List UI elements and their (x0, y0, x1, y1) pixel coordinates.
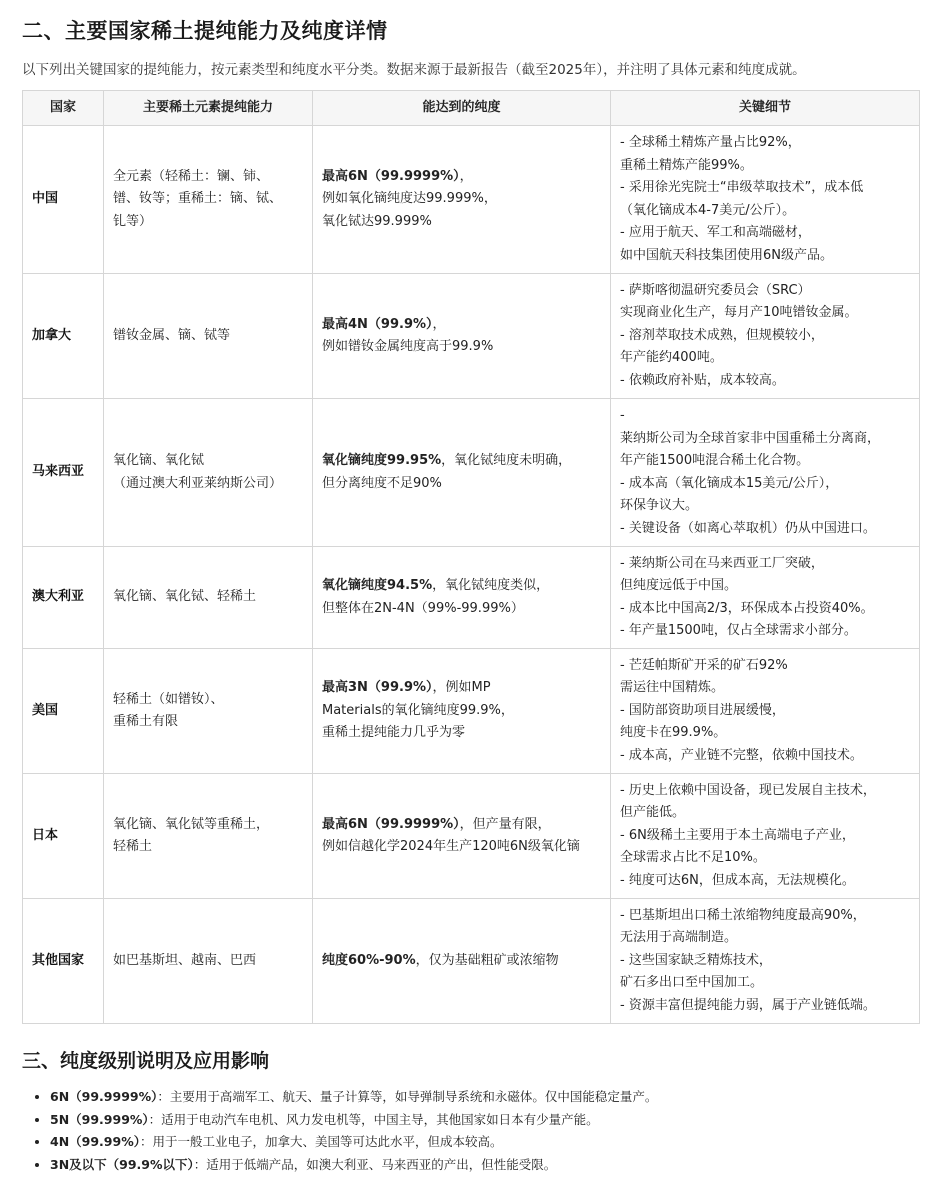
purity-level-description: ：主要用于高端军工、航天、量子计算等，如导弹制导系统和永磁体。仅中国能稳定量产。 (157, 1089, 658, 1104)
details-line: 实现商业化生产，每月产10吨镨钕金属。 (620, 305, 858, 321)
section3 (22, 1046, 920, 1176)
elements-cell (104, 774, 313, 899)
list-item (50, 1131, 920, 1154)
purity-cell (313, 399, 611, 547)
country-cell: 澳大利亚 (23, 547, 104, 649)
purity-cell (313, 547, 611, 649)
details-line: - 年产量1500吨，仅占全球需求小部分。 (620, 623, 857, 638)
purity-cell (313, 774, 611, 899)
details-line: - 成本高，产业链不完整，依赖中国技术。 (620, 747, 863, 763)
details-line: - 6N级稀土主要用于本土高端电子产业， (620, 827, 855, 843)
details-cell (611, 547, 920, 649)
purity-level-label: 6N（99.9999%） (50, 1089, 158, 1104)
purity-highlight: 最高3N（99.9%） (322, 680, 433, 696)
purity-line: 但整体在2N-4N（99%-99.99%） (322, 600, 524, 616)
elements-line: （通过澳大利亚莱纳斯公司） (113, 475, 283, 491)
details-line: 无法用于高端制造。 (620, 930, 738, 946)
country-cell: 马来西亚 (23, 399, 104, 547)
details-line: - 这些国家缺乏精炼技术， (620, 952, 772, 968)
elements-line: 轻稀土 (113, 839, 153, 854)
elements-line: 氧化镝、氧化铽 (113, 453, 205, 468)
purity-level-description: ：适用于电动汽车电机、风力发电机等，中国主导，其他国家如日本有少量产能。 (148, 1111, 599, 1127)
purity-line: 重稀土提纯能力几乎为零 (322, 725, 466, 741)
table-row (23, 547, 920, 649)
details-cell (611, 126, 920, 274)
elements-line: 全元素（轻稀土：镧、铈、 (113, 168, 270, 184)
details-line: 重稀土精炼产能99%。 (620, 157, 753, 173)
details-line: - (620, 408, 625, 423)
purity-cell (313, 126, 611, 274)
purity-highlight: 纯度60%-90% (322, 952, 416, 968)
country-cell: 中国 (23, 126, 104, 274)
details-line: - 全球稀土精炼产量占比92%， (620, 135, 801, 150)
details-line: 需运往中国精炼。 (620, 680, 725, 696)
details-line: 环保争议大。 (620, 498, 699, 513)
details-line: - 成本比中国高2/3，环保成本占投资40%。 (620, 600, 874, 616)
purity-highlight: 最高6N（99.9999%） (322, 168, 460, 184)
section2-title: 二、主要国家稀土提纯能力及纯度详情 (22, 19, 388, 43)
purity-cell (313, 899, 611, 1024)
details-line: 莱纳斯公司为全球首家非中国重稀土分离商， (620, 430, 881, 446)
elements-line: 钆等） (113, 213, 153, 229)
purity-line: Materials的氧化镝纯度99.9%， (322, 702, 514, 718)
purity-line: 氧化铽达99.999% (322, 213, 432, 229)
elements-cell (104, 126, 313, 274)
details-cell (611, 399, 920, 547)
elements-line: 氧化镝、氧化铽等重稀土， (113, 816, 270, 832)
header-country: 国家 (23, 91, 104, 126)
purity-level-label: 5N（99.999%） (50, 1111, 149, 1127)
details-line: 如中国航天科技集团使用6N级产品。 (620, 247, 833, 263)
details-line: - 芒廷帕斯矿开采的矿石92% (620, 657, 788, 673)
table-row (23, 774, 920, 899)
country-cell: 加拿大 (23, 274, 104, 399)
purity-level-description: ：适用于低端产品，如澳大利亚、马来西亚的产出，但性能受限。 (193, 1156, 557, 1172)
purity-line (322, 314, 601, 337)
table-row (23, 899, 920, 1024)
purity-text: ，例如MP (432, 680, 491, 696)
details-line: - 纯度可达6N，但成本高，无法规模化。 (620, 872, 855, 888)
details-line: - 溶剂萃取技术成熟，但规模较小， (620, 327, 824, 343)
section3-title: 三、纯度级别说明及应用影响 (22, 1050, 270, 1072)
purity-table (22, 90, 920, 1024)
details-line: - 采用徐光宪院士“串级萃取技术”，成本低 (620, 180, 864, 195)
purity-text: ， (432, 316, 446, 332)
details-line: - 成本高（氧化镝成本15美元/公斤）， (620, 475, 839, 491)
purity-line: 例如镨钕金属纯度高于99.9% (322, 339, 494, 354)
details-line: 矿石多出口至中国加工。 (620, 975, 764, 991)
purity-level-description: ：用于一般工业电子，加拿大、美国等可达此水平，但成本较高。 (139, 1134, 503, 1149)
table-row (23, 126, 920, 274)
details-line: 全球需求占比不足10%。 (620, 850, 766, 866)
details-line: - 萨斯喀彻温研究委员会（SRC） (620, 282, 811, 298)
purity-level-list (22, 1086, 920, 1176)
purity-highlight: 最高4N（99.9%） (322, 316, 433, 332)
purity-text: ，但产量有限， (459, 816, 551, 832)
elements-cell (104, 399, 313, 547)
details-line: - 依赖政府补贴，成本较高。 (620, 372, 785, 388)
list-item (50, 1109, 920, 1132)
country-cell: 美国 (23, 649, 104, 774)
details-line: 但纯度远低于中国。 (620, 578, 738, 593)
list-item (50, 1154, 920, 1177)
table-row (23, 649, 920, 774)
country-cell: 其他国家 (23, 899, 104, 1024)
purity-line (322, 166, 601, 189)
elements-line: 如巴基斯坦、越南、巴西 (113, 952, 257, 968)
purity-level-label: 3N及以下（99.9%以下） (50, 1156, 194, 1172)
header-details: 关键细节 (611, 91, 920, 126)
elements-line: 重稀土有限 (113, 714, 179, 729)
details-line: - 巴基斯坦出口稀土浓缩物纯度最高90%， (620, 907, 866, 923)
elements-cell (104, 899, 313, 1024)
purity-text: ，仅为基础粗矿或浓缩物 (415, 952, 559, 968)
table-row (23, 399, 920, 547)
details-line: （氧化镝成本4-7美元/公斤）。 (620, 202, 796, 218)
purity-line (322, 575, 601, 598)
purity-highlight: 最高6N（99.9999%） (322, 816, 460, 832)
purity-cell (313, 649, 611, 774)
country-cell: 日本 (23, 774, 104, 899)
elements-cell (104, 274, 313, 399)
section2-intro: 以下列出关键国家的提纯能力，按元素类型和纯度水平分类。数据来源于最新报告（截至2025年），并注明了具体元素和纯度成就。 (22, 62, 806, 78)
details-line: - 资源丰富但提纯能力弱，属于产业链低端。 (620, 997, 876, 1013)
elements-line: 氧化镝、氧化铽、轻稀土 (113, 589, 257, 605)
purity-line: 例如信越化学2024年生产120吨6N级氧化镝 (322, 839, 580, 854)
list-item (50, 1086, 920, 1109)
table-body (23, 126, 920, 1024)
details-line: 纯度卡在99.9%。 (620, 725, 727, 741)
details-cell (611, 899, 920, 1024)
table-header-row (23, 91, 920, 126)
elements-line: 镨、钕等；重稀土：镝、铽、 (113, 191, 283, 207)
details-cell (611, 774, 920, 899)
purity-line (322, 950, 601, 973)
elements-line: 轻稀土（如镨钕）、 (113, 691, 224, 707)
header-elements: 主要稀土元素提纯能力 (104, 91, 313, 126)
details-line: - 应用于航天、军工和高端磁材， (620, 225, 811, 240)
details-line: - 历史上依赖中国设备，现已发展自主技术， (620, 782, 876, 798)
purity-cell (313, 274, 611, 399)
purity-line: 例如氧化镝纯度达99.999%， (322, 191, 497, 207)
details-line: - 国防部资助项目进展缓慢， (620, 702, 785, 718)
header-purity: 能达到的纯度 (313, 91, 611, 126)
details-line: 但产能低。 (620, 805, 686, 821)
purity-line: 但分离纯度不足90% (322, 475, 442, 491)
purity-highlight: 氧化镝纯度94.5% (322, 578, 433, 593)
details-cell (611, 649, 920, 774)
elements-cell (104, 547, 313, 649)
details-cell (611, 274, 920, 399)
purity-line (322, 677, 601, 700)
details-line: 年产能1500吨混合稀土化合物。 (620, 453, 810, 468)
elements-line: 镨钕金属、镝、铽等 (113, 327, 231, 343)
purity-text: ， (459, 168, 473, 184)
details-line: - 莱纳斯公司在马来西亚工厂突破， (620, 555, 824, 571)
purity-text: ，氧化铽纯度类似， (432, 578, 550, 593)
table-row (23, 274, 920, 399)
purity-line (322, 450, 601, 473)
purity-level-label: 4N（99.99%） (50, 1134, 140, 1149)
purity-line (322, 814, 601, 837)
details-line: - 关键设备（如离心萃取机）仍从中国进口。 (620, 520, 876, 536)
elements-cell (104, 649, 313, 774)
details-line: 年产能约400吨。 (620, 350, 723, 366)
purity-text: ，氧化铽纯度未明确， (441, 453, 572, 468)
purity-highlight: 氧化镝纯度99.95% (322, 453, 442, 468)
